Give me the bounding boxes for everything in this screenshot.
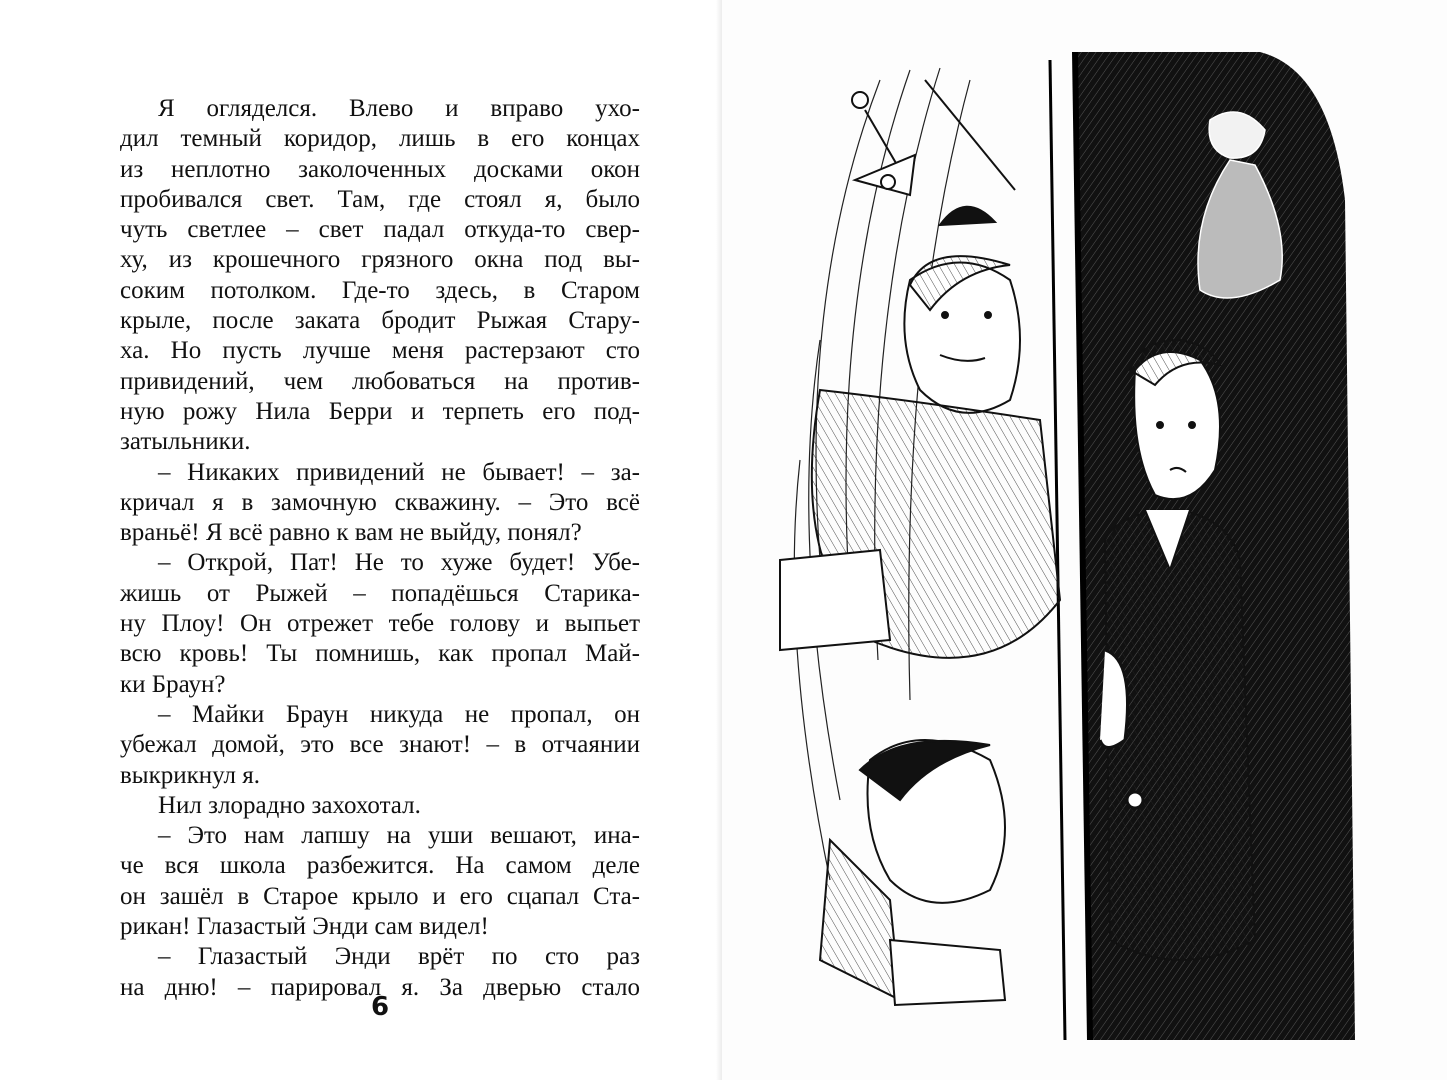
text-line: Я огляделся. Влево и вправо ухо- — [158, 95, 640, 122]
text-line: на дню! – парировал я. За дверью стало — [120, 973, 640, 1001]
text-line: – Открой, Пат! Не то хуже будет! Убе- — [158, 549, 640, 577]
text-line: жишь от Рыжей – попадёшься Старика- — [120, 579, 640, 607]
text-line: крыле, после заката бродит Рыжая Стару- — [120, 307, 640, 335]
text-line: затыльники. — [120, 428, 251, 456]
pen-illustration — [760, 40, 1370, 1060]
ceiling-lamp-icon — [925, 80, 1015, 225]
text-line: убежал домой, это все знают! – в отчаянии — [120, 731, 640, 759]
text-line: соким потолком. Где-то здесь, в Старом — [120, 276, 640, 304]
text-line: – Глазастый Энди врёт по сто раз — [158, 943, 640, 971]
text-line: ки Браун? — [120, 670, 226, 698]
text-line: рикан! Глазастый Энди сам видел! — [120, 913, 489, 941]
text-line: привидений, чем любоваться на против- — [120, 367, 640, 395]
text-line: – Это нам лапшу на уши вешают, ина- — [158, 822, 640, 850]
story-text — [120, 94, 640, 1003]
text-line: – Никаких привидений не бывает! – за- — [158, 458, 640, 486]
text-line: враньё! Я всё равно к вам не выйду, понял? — [120, 519, 582, 547]
text-line: выкрикнул я. — [120, 761, 261, 789]
left-page — [0, 0, 722, 1080]
text-line: ну Плоу! Он отрежет тебе голову и выпьет — [120, 610, 640, 638]
text-line: Нил злорадно захохотал. — [158, 791, 421, 819]
text-line: он зашёл в Старое крыло и его сцапал Ста- — [120, 882, 640, 910]
text-line: чуть светлее – свет падал откуда-то свер- — [120, 216, 640, 244]
text-line: всю кровь! Ты помнишь, как пропал Май- — [120, 640, 640, 668]
text-line: ху, из крошечного грязного окна под вы- — [120, 246, 640, 274]
text-line: кричал я в замочную скважину. – Это всё — [120, 488, 640, 516]
text-line: ха. Но пусть лучше меня растерзают сто — [120, 337, 640, 365]
text-line: пробивался свет. Там, где стоял я, было — [120, 185, 640, 213]
older-boy — [780, 256, 1060, 658]
small-boy — [820, 740, 1005, 1005]
text-line: дил темный коридор, лишь в его концах — [120, 125, 640, 153]
hanging-lamp-icon — [852, 92, 915, 195]
text-line: из неплотно заколоченных досками окон — [120, 155, 640, 183]
text-line: – Майки Браун никуда не пропал, он — [158, 700, 640, 728]
text-line: ную рожу Нила Берри и терпеть его под- — [120, 397, 640, 425]
text-line: че вся школа разбежится. На самом деле — [120, 852, 640, 880]
page-number: 6 — [370, 992, 390, 1022]
